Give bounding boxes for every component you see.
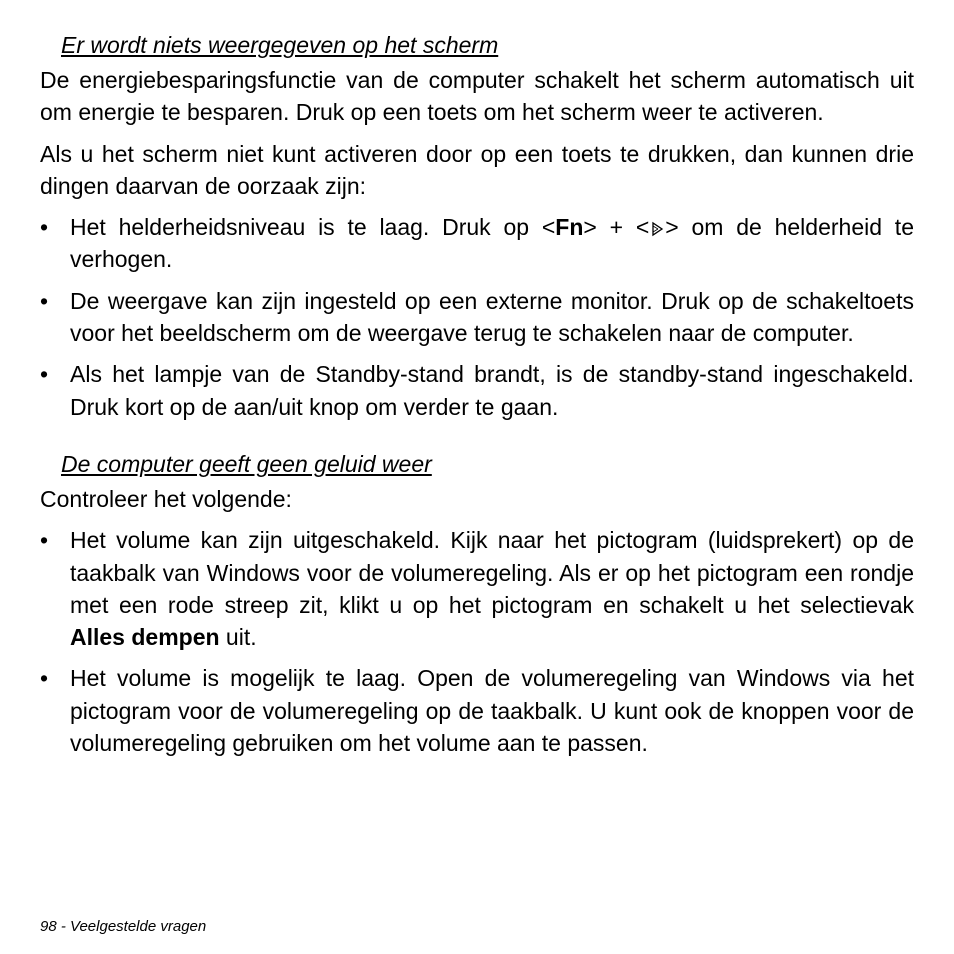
bullet-mark: •: [40, 361, 49, 388]
page-footer: 98 - Veelgestelde vragen: [40, 918, 207, 935]
paragraph-check-following: Controleer het volgende:: [40, 485, 292, 512]
bullet-list-display-causes: [40, 211, 914, 423]
bullet-mark: •: [40, 214, 49, 241]
list-item-volume-low: [40, 662, 914, 759]
bullet-mark: •: [40, 287, 49, 314]
bullet-mark: •: [40, 527, 49, 554]
bullet-text: Het volume is mogelijk te laag. Open de volumeregeling van Windows via het pictogram voor de volumeregeling op de taakbalk. U kunt ook de knoppen voor de volumeregeling gebruiken om het volume aan te passen.: [70, 665, 914, 757]
bullet-list-sound-causes: [40, 524, 914, 759]
list-item-brightness: [40, 211, 914, 276]
list-item-external-monitor: [40, 285, 914, 350]
paragraph-energy-saving: De energiebesparingsfunctie van de computer schakelt het scherm automatisch uit om energie te besparen. Druk op een toets om het scherm weer te activeren.: [40, 67, 914, 126]
mute-all-label: Alles dempen: [70, 624, 220, 651]
brightness-up-icon: [649, 214, 665, 234]
bullet-text: Als het lampje van de Standby-stand brandt, is de standby-stand ingeschakeld. Druk kort op de aan/uit knop om verder te gaan.: [70, 361, 914, 420]
fn-key-label: Fn: [555, 214, 584, 241]
bullet-text-part: > om de helderheid te verhogen.: [70, 214, 914, 273]
list-item-standby: [40, 358, 914, 423]
bullet-text-part: > + <: [583, 214, 650, 241]
bullet-text: De weergave kan zijn ingesteld op een externe monitor. Druk op de schakeltoets voor het beeldscherm om de weergave terug te schakelen naar de computer.: [70, 287, 914, 347]
bullet-text-part: uit.: [219, 624, 257, 651]
bullet-text-part: Het volume kan zijn uitgeschakeld. Kijk naar het pictogram (luidsprekert) op de taakbalk van Windows voor de volumeregeling. Als er op het pictogram een rondje met een rode streep zit, klikt u op het pictogram en schakelt u het selectievak: [70, 527, 914, 618]
section-heading-no-sound: De computer geeft geen geluid weer: [61, 450, 432, 477]
bullet-mark: •: [40, 665, 49, 692]
paragraph-three-causes: Als u het scherm niet kunt activeren door op een toets te drukken, dan kunnen drie dingen daarvan de oorzaak zijn:: [40, 140, 914, 199]
list-item-volume-muted: [40, 524, 914, 653]
document-page: [40, 30, 914, 768]
bullet-text-part: Het helderheidsniveau is te laag. Druk op <: [70, 214, 556, 241]
section-spacer: [40, 432, 914, 449]
section-heading-no-display: Er wordt niets weergegeven op het scherm: [61, 32, 499, 58]
